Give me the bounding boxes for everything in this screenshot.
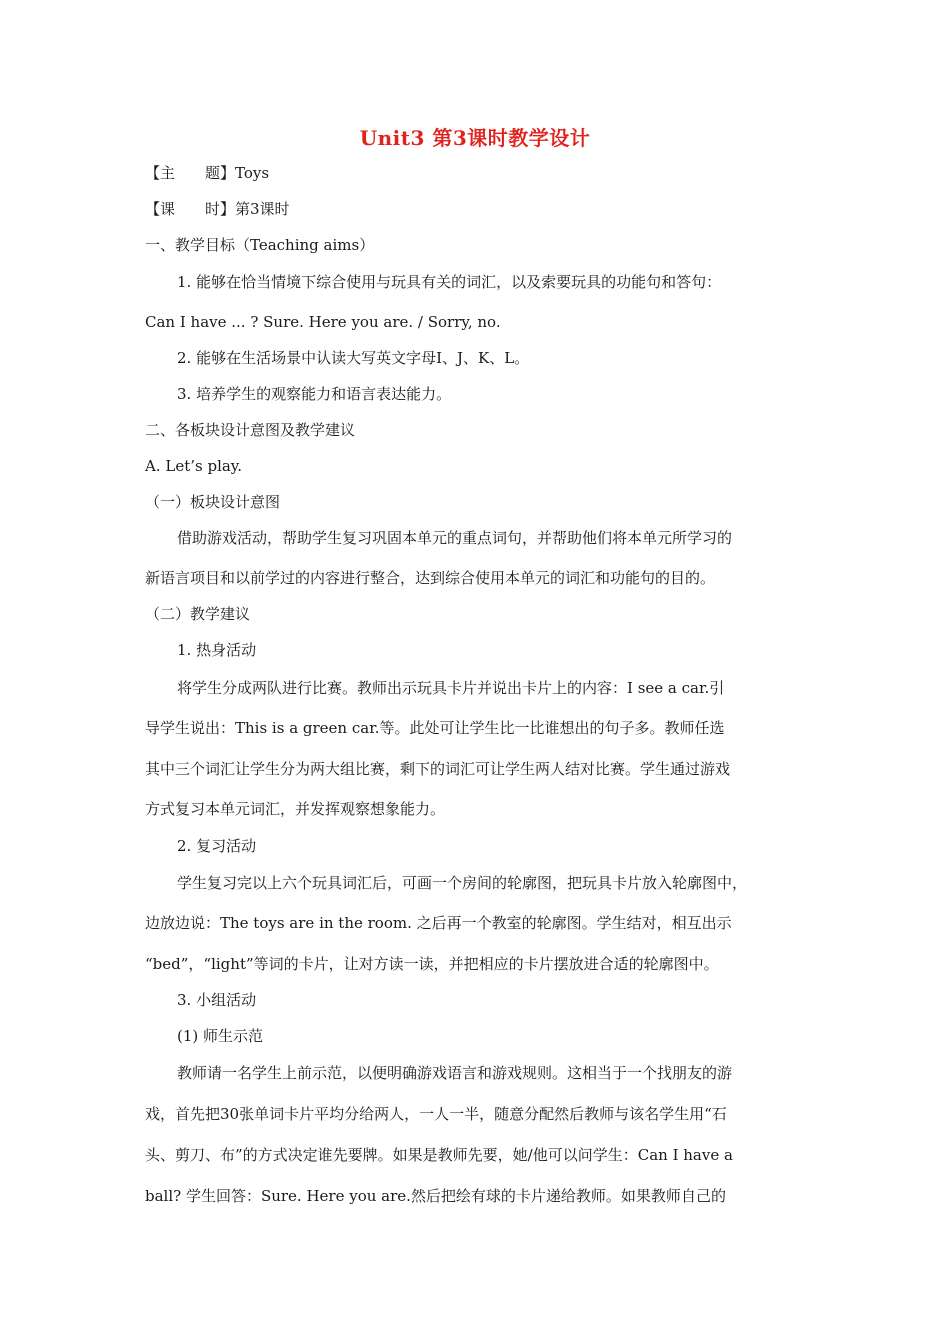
demo-line-4: ball? 学生回答：Sure. Here you are.然后把绘有球的卡片递给教师。如果教师自己的 [145, 1187, 726, 1205]
subsection-1-heading: （一）板块设计意图 [145, 493, 281, 511]
aim-2: 2. 能够在生活场景中认读大写英文字母I、J、K、L。 [177, 349, 530, 367]
review-line-1: 学生复习完以上六个玩具词汇后，可画一个房间的轮廓图，把玩具卡片放入轮廓图中， [177, 874, 748, 892]
review-line-3: “bed”，“light”等词的卡片，让对方读一读，并把相应的卡片摆放进合适的轮廓图中。 [145, 955, 719, 973]
meta-topic: 【主 题】Toys [145, 164, 270, 182]
section-2-heading: 二、各板块设计意图及教学建议 [145, 421, 356, 439]
group-activity-heading: 3. 小组活动 [177, 991, 257, 1009]
aim-1-line-1: 1. 能够在恰当情境下综合使用与玩具有关的词汇，以及索要玩具的功能句和答句： [177, 273, 722, 291]
review-heading: 2. 复习活动 [177, 837, 257, 855]
warmup-line-1: 将学生分成两队进行比赛。教师出示玩具卡片并说出卡片上的内容：I see a car.引 [177, 679, 725, 697]
demo-line-2: 戏，首先把30张单词卡片平均分给两人，一人一半，随意分配然后教师与该名学生用“石 [145, 1105, 727, 1123]
warmup-line-3: 其中三个词汇让学生分为两大组比赛，剩下的词汇可让学生两人结对比赛。学生通过游戏 [145, 760, 731, 778]
intent-line-2: 新语言项目和以前学过的内容进行整合，达到综合使用本单元的词汇和功能句的目的。 [145, 569, 716, 587]
document-title: Unit3 第3课时教学设计 [359, 126, 591, 150]
subsection-2-heading: （二）教学建议 [145, 605, 251, 623]
demo-heading: (1) 师生示范 [177, 1027, 264, 1045]
part-a-heading: A. Let’s play. [145, 457, 243, 475]
section-1-heading: 一、教学目标（Teaching aims） [145, 236, 375, 254]
demo-line-3: 头、剪刀、布”的方式决定谁先要牌。如果是教师先要，她/他可以问学生：Can I have a [145, 1146, 733, 1164]
review-line-2: 边放边说：The toys are in the room. 之后再一个教室的轮廓图。学生结对，相互出示 [145, 914, 732, 932]
warmup-heading: 1. 热身活动 [177, 641, 257, 659]
demo-line-1: 教师请一名学生上前示范，以便明确游戏语言和游戏规则。这相当于一个找朋友的游 [177, 1064, 733, 1082]
meta-period: 【课 时】第3课时 [145, 200, 290, 218]
warmup-line-2: 导学生说出：This is a green car.等。此处可让学生比一比谁想出的句子多。教师任选 [145, 719, 725, 737]
aim-3: 3. 培养学生的观察能力和语言表达能力。 [177, 385, 452, 403]
intent-line-1: 借助游戏活动，帮助学生复习巩固本单元的重点词句，并帮助他们将本单元所学习的 [177, 529, 733, 547]
warmup-line-4: 方式复习本单元词汇，并发挥观察想象能力。 [145, 800, 446, 818]
aim-1-line-2: Can I have ... ? Sure. Here you are. / Sorry, no. [145, 313, 501, 331]
